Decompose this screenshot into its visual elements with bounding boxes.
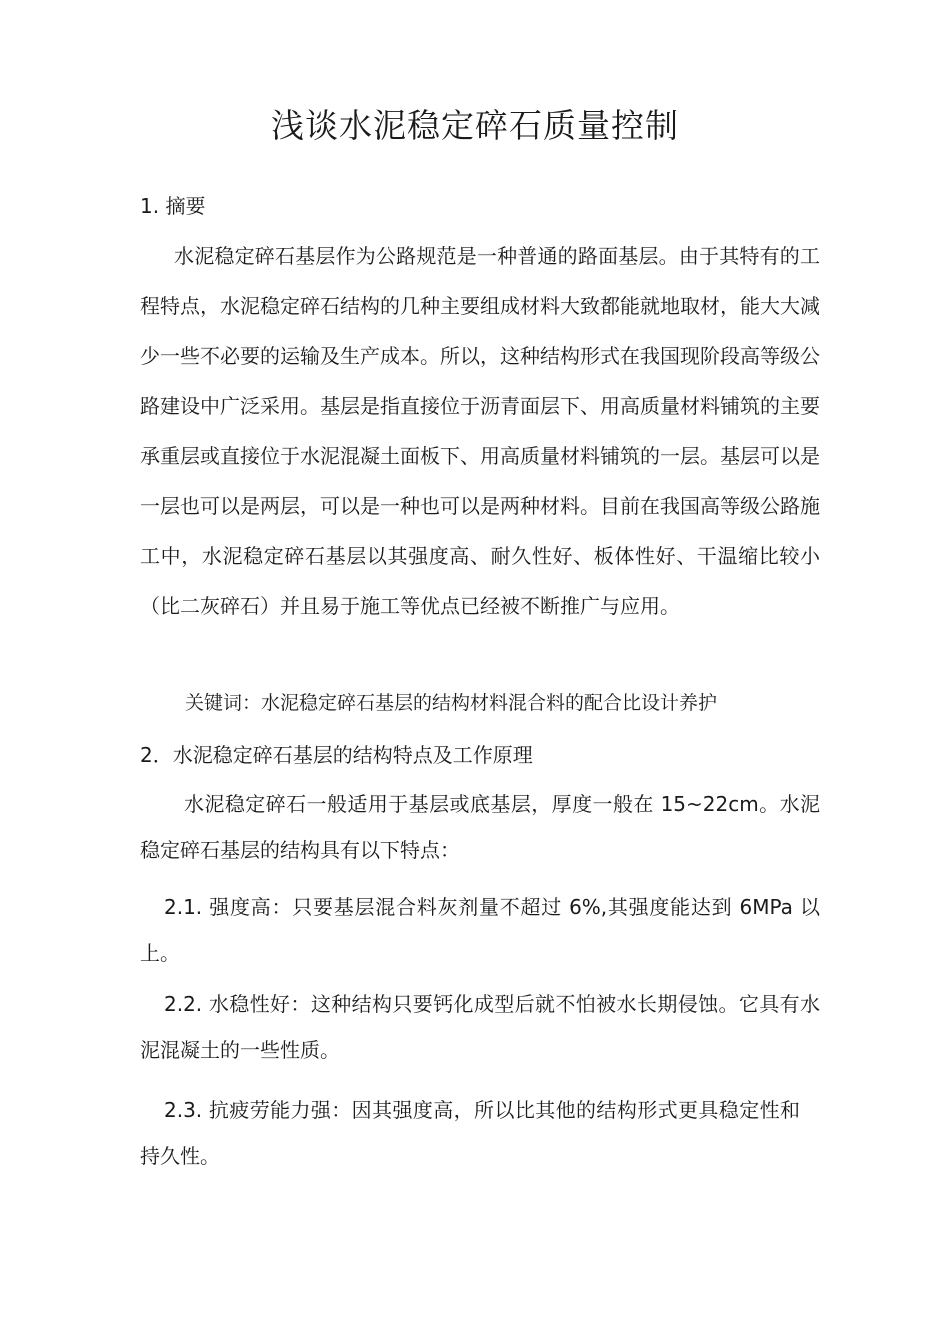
- section-2-intro: 水泥稳定碎石一般适用于基层或底基层，厚度一般在 15~22cm。水泥稳定碎石基层的结构具有以下特点：: [140, 792, 820, 862]
- abstract-paragraph: 水泥稳定碎石基层作为公路规范是一种普通的路面基层。由于其特有的工程特点，水泥稳定碎石结构的几种主要组成材料大致都能就地取材，能大大减少一些不必要的运输及生产成本。所以，这种结构形式在我国现阶段高等级公路建设中广泛采用。基层是指直接位于沥青面层下、用高质量材料铺筑的主要承重层或直接位于水泥混凝土面板下、用高质量材料铺筑的一层。基层可以是一层也可以是两层，可以是一种也可以是两种材料。目前在我国高等级公路施工中，水泥稳定碎石基层以其强度高、耐久性好、板体性好、干温缩比较小（比二灰碎石）并且易于施工等优点已经被不断推广与应用。: [140, 244, 820, 618]
- section-2-heading: 2．水泥稳定碎石基层的结构特点及工作原理: [140, 743, 533, 767]
- point-2-3: 2.3. 抗疲劳能力强：因其强度高，所以比其他的结构形式更具稳定性和持久性。: [140, 1098, 800, 1168]
- point-2-1: 2.1. 强度高：只要基层混合料灰剂量不超过 6%,其强度能达到 6MPa 以上。: [140, 895, 820, 965]
- point-2-2: 2.2. 水稳性好：这种结构只要钙化成型后就不怕被水长期侵蚀。它具有水泥混凝土的一些性质。: [140, 992, 820, 1062]
- keywords-line: 关键词：水泥稳定碎石基层的结构材料混合料的配合比设计养护: [185, 692, 718, 714]
- document-title: 浅谈水泥稳定碎石质量控制: [271, 106, 679, 145]
- section-1-heading: 1. 摘要: [140, 194, 206, 218]
